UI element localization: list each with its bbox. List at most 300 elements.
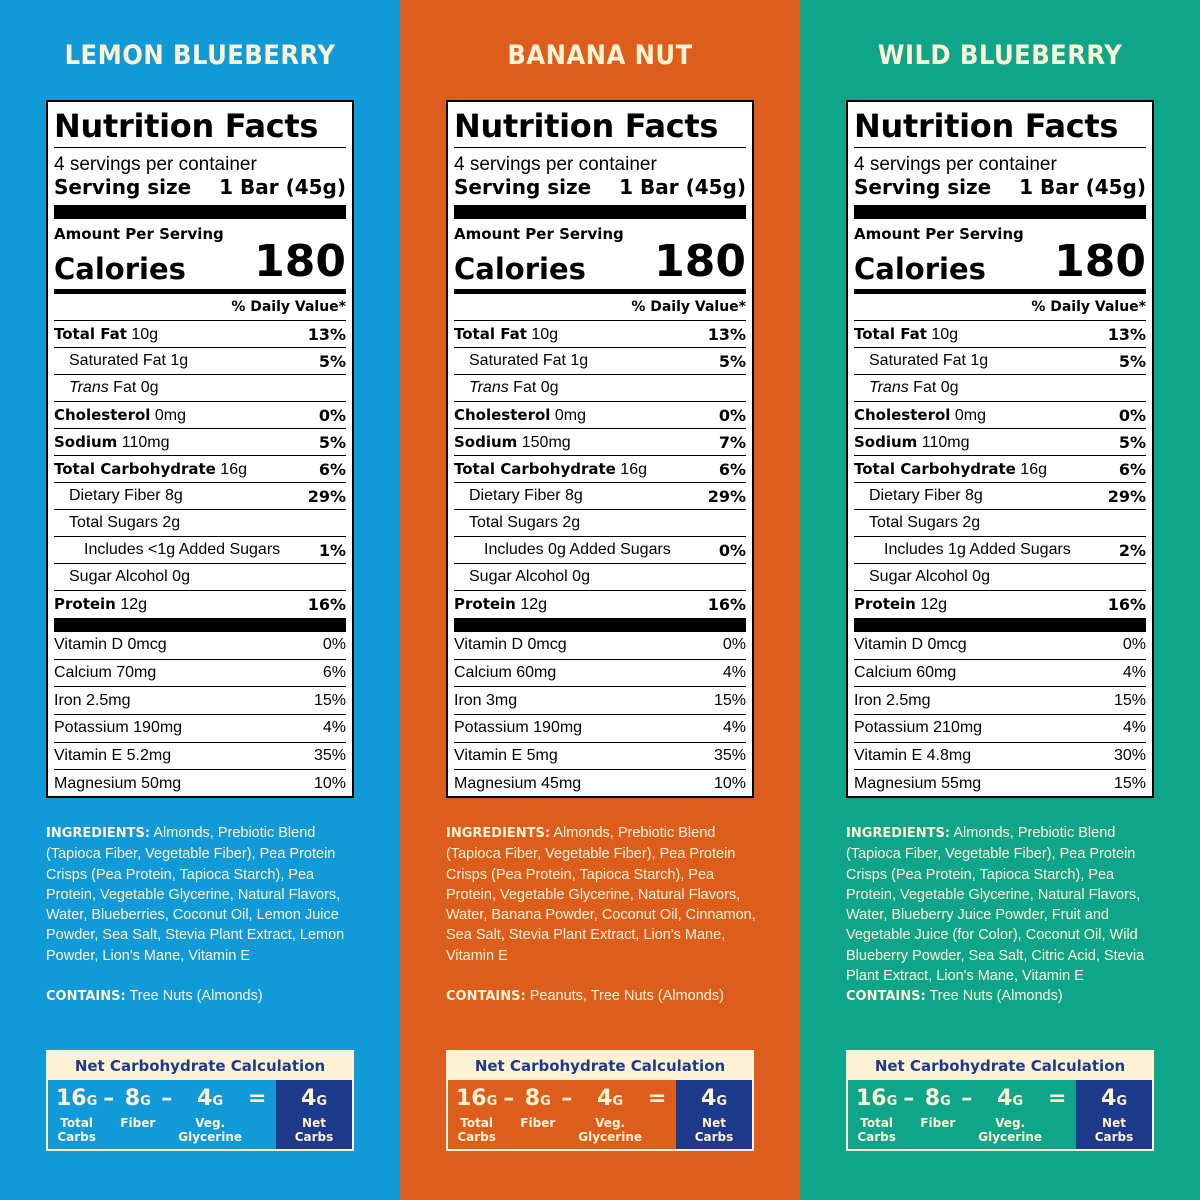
vitamin-name: Vitamin E 4.8mg	[854, 747, 972, 765]
daily-value-percent: 5%	[1118, 351, 1146, 371]
nutrient-label: Saturated Fat 1g	[69, 352, 189, 369]
ingredients-label: INGREDIENTS:	[46, 826, 151, 841]
vitamin-row	[54, 715, 346, 743]
calories-row	[54, 236, 346, 287]
contains-list: Tree Nuts (Almonds)	[929, 988, 1063, 1005]
calories-value: 180	[254, 236, 346, 287]
unit: G	[140, 1094, 151, 1109]
nutrient-label: Total Sugars 2g	[469, 514, 581, 531]
vitamin-name: Potassium 190mg	[54, 719, 183, 737]
serving-size-row	[54, 175, 346, 199]
nutrient-row	[454, 591, 746, 618]
daily-value-percent: 0%	[718, 405, 746, 425]
vitamin-row	[854, 743, 1146, 771]
vitamin-name: Vitamin E 5.2mg	[54, 747, 172, 765]
nutrient-row	[454, 375, 746, 402]
vitamin-name: Iron 2.5mg	[54, 691, 131, 709]
fiber-value: 8	[924, 1086, 941, 1111]
nutrient-name	[854, 379, 959, 397]
daily-value-percent: 5%	[1118, 432, 1146, 452]
unit: G	[940, 1094, 951, 1109]
vitamin-row	[54, 743, 346, 771]
divider-thick	[454, 205, 746, 219]
nutrient-name	[454, 460, 647, 479]
daily-value-percent: 29%	[307, 486, 346, 506]
nutrient-bold-label: Protein	[854, 595, 916, 613]
nutrient-row	[54, 510, 346, 537]
total-carbs-caption-2: Carbs	[857, 1130, 896, 1144]
nutrient-amount: 0mg	[554, 406, 587, 424]
contains-list: Peanuts, Tree Nuts (Almonds)	[529, 988, 724, 1005]
net-carbs-caption-1: Net	[302, 1116, 326, 1130]
daily-value-percent: 6%	[1118, 459, 1146, 479]
daily-value-percent: 6%	[318, 459, 346, 479]
glycerine-caption-2: Glycerine	[578, 1130, 643, 1144]
serving-size-row	[454, 175, 746, 199]
nutrition-facts-label	[846, 100, 1154, 798]
nutrient-bold-label: Cholesterol	[454, 405, 551, 424]
nutrient-name	[454, 541, 671, 559]
product-column-banana-nut	[400, 0, 800, 1200]
glycerine-value: 4	[197, 1086, 213, 1111]
nutrient-name	[454, 406, 586, 425]
vitamin-name: Calcium 60mg	[854, 664, 957, 682]
net-carbs-result	[276, 1080, 352, 1149]
vitamin-daily-value: 4%	[322, 719, 346, 737]
daily-value-header: % Daily Value*	[854, 294, 1146, 321]
vitamin-name: Iron 2.5mg	[854, 691, 931, 709]
amount-per-serving: Amount Per Serving	[54, 225, 224, 243]
nutrient-bold-label: Total Carbohydrate	[454, 459, 616, 478]
vitamin-name: Calcium 70mg	[54, 664, 157, 682]
net-carbs-value: 4	[701, 1086, 717, 1111]
total-carbs-term	[856, 1080, 897, 1144]
nutrition-facts-label	[446, 100, 754, 798]
nutrient-amount: 0mg	[154, 406, 187, 424]
serving-size-value: 1 Bar (45g)	[219, 175, 346, 199]
nutrient-row	[454, 510, 746, 537]
nutrient-row	[854, 348, 1146, 375]
nutrient-amount: 0mg	[954, 406, 987, 424]
nutrient-row	[854, 483, 1146, 510]
nutrient-name	[54, 325, 158, 344]
equals-sign: =	[1048, 1086, 1067, 1111]
glycerine-term	[178, 1080, 242, 1144]
vitamin-daily-value: 35%	[713, 747, 746, 765]
vitamin-daily-value: 15%	[713, 691, 746, 709]
total-carbs-value: 16	[56, 1086, 87, 1111]
nutrient-name	[54, 460, 247, 479]
vitamin-row	[454, 715, 746, 743]
daily-value-header: % Daily Value*	[454, 294, 746, 321]
amount-per-serving: Amount Per Serving	[854, 225, 1024, 243]
amount-per-serving: Amount Per Serving	[454, 225, 624, 243]
total-carbs-caption-1: Total	[460, 1116, 494, 1130]
nutrient-row	[854, 321, 1146, 348]
total-carbs-caption-1: Total	[860, 1116, 894, 1130]
nutrient-row	[854, 564, 1146, 591]
nutrient-row	[454, 537, 746, 564]
vitamin-row	[854, 632, 1146, 660]
daily-value-percent: 5%	[318, 432, 346, 452]
serving-size-value: 1 Bar (45g)	[619, 175, 746, 199]
vitamin-daily-value: 0%	[722, 636, 746, 654]
fiber-value: 8	[524, 1086, 541, 1111]
nutrient-row	[54, 321, 346, 348]
vitamin-row	[454, 660, 746, 688]
vitamin-daily-value: 15%	[1113, 775, 1146, 793]
vitamin-daily-value: 4%	[722, 719, 746, 737]
total-carbs-caption-2: Carbs	[57, 1130, 96, 1144]
contains-label: CONTAINS:	[846, 989, 926, 1005]
daily-value-percent: 1%	[318, 540, 346, 560]
contains-text	[846, 986, 1158, 1007]
calories-label: Calories	[54, 252, 186, 286]
vitamin-row	[454, 743, 746, 771]
vitamin-name: Iron 3mg	[454, 691, 518, 709]
ingredients-text	[446, 823, 758, 966]
nutrient-bold-label: Protein	[54, 595, 116, 613]
nutrient-row	[54, 537, 346, 564]
nutrient-bold-label: Total Carbohydrate	[54, 459, 216, 478]
fiber-value: 8	[124, 1086, 141, 1111]
nutrient-name	[854, 460, 1047, 479]
vitamin-name: Calcium 60mg	[454, 664, 557, 682]
divider-thick	[454, 618, 746, 632]
net-carbs-caption-2: Carbs	[694, 1130, 734, 1144]
fiber-term	[920, 1080, 955, 1130]
nutrient-amount: 16g	[620, 460, 647, 478]
calories-value: 180	[1054, 236, 1146, 287]
nutrient-row	[854, 375, 1146, 402]
net-carb-equation	[448, 1080, 676, 1149]
nutrient-name	[454, 514, 580, 532]
nutrient-bold-label: Sodium	[54, 432, 118, 451]
unit: G	[1012, 1094, 1024, 1109]
calories-label: Calories	[454, 252, 586, 286]
nutrient-row	[854, 402, 1146, 429]
glycerine-caption-2: Glycerine	[178, 1130, 243, 1144]
nutrient-name	[854, 514, 980, 532]
net-carb-calculation	[46, 1050, 354, 1151]
daily-value-percent: 0%	[718, 540, 746, 560]
divider	[854, 147, 1146, 148]
nutrient-row	[854, 429, 1146, 456]
daily-value-header: % Daily Value*	[54, 294, 346, 321]
net-carbs-caption-1: Net	[1102, 1116, 1126, 1130]
vitamin-name: Magnesium 50mg	[54, 775, 182, 793]
daily-value-percent: 0%	[318, 405, 346, 425]
nutrient-row	[454, 348, 746, 375]
net-carbs-result	[1076, 1080, 1152, 1149]
nutrient-name	[854, 595, 947, 614]
product-column-lemon-blueberry	[0, 0, 400, 1200]
vitamin-row	[54, 770, 346, 798]
equals-sign: =	[248, 1086, 267, 1111]
daily-value-percent: 29%	[707, 486, 746, 506]
nutrient-row	[454, 402, 746, 429]
glycerine-value: 4	[597, 1086, 613, 1111]
nutrient-label: Sugar Alcohol 0g	[869, 568, 990, 585]
vitamin-daily-value: 4%	[722, 664, 746, 682]
ingredients-text	[846, 823, 1158, 986]
vitamin-name: Potassium 190mg	[454, 719, 583, 737]
minus-sign: –	[961, 1086, 973, 1111]
ingredients-block	[46, 823, 358, 1007]
nutrient-label: Fat 0g	[513, 379, 559, 396]
unit: G	[212, 1094, 224, 1109]
calories-row	[854, 236, 1146, 287]
servings-per-container: 4 servings per container	[54, 154, 257, 175]
vitamin-daily-value: 10%	[713, 775, 746, 793]
nutrient-row	[854, 510, 1146, 537]
nutrient-amount: 16g	[220, 460, 247, 478]
ingredients-list: Almonds, Prebiotic Blend (Tapioca Fiber, Vegetable Fiber), Pea Protein Crisps (Pea Protein, Tapioca Starch), Pea Protein, Vegetable Glycerine, Natural Flavors, Water, Blueberries, Coconut Oil, Lemon Juice Powder, Sea Salt, Stevia Plant Extract, Lemon Powder, Lion's Mane, Vitamin E	[46, 825, 345, 964]
vitamin-name: Magnesium 45mg	[454, 775, 582, 793]
vitamin-daily-value: 10%	[313, 775, 346, 793]
nutrient-name	[54, 406, 186, 425]
ingredients-label: INGREDIENTS:	[446, 826, 551, 841]
daily-value-percent: 16%	[707, 595, 746, 614]
nutrient-name	[854, 325, 958, 344]
glycerine-caption-1: Veg.	[595, 1116, 626, 1130]
unit: G	[886, 1094, 898, 1109]
daily-value-percent: 13%	[1107, 324, 1146, 344]
daily-value-percent: 16%	[1107, 595, 1146, 614]
nutrient-list	[54, 321, 346, 618]
nutrient-row	[454, 429, 746, 456]
nutrient-name	[54, 379, 159, 397]
contains-text	[446, 986, 758, 1007]
vitamin-row	[454, 687, 746, 715]
divider	[454, 147, 746, 148]
calories-value: 180	[654, 236, 746, 287]
nutrition-facts-label	[46, 100, 354, 798]
vitamin-row	[54, 632, 346, 660]
net-carbs-value: 4	[1101, 1086, 1117, 1111]
nutrient-list	[854, 321, 1146, 618]
nutrient-label: Sugar Alcohol 0g	[69, 568, 190, 585]
nutrient-name	[854, 433, 969, 452]
net-carb-body	[448, 1080, 752, 1149]
nutrient-label: Dietary Fiber 8g	[869, 487, 983, 504]
vitamin-name: Magnesium 55mg	[854, 775, 982, 793]
nutrient-label: Fat 0g	[913, 379, 959, 396]
nutrient-name	[454, 568, 590, 586]
nutrient-label: Saturated Fat 1g	[469, 352, 589, 369]
ingredients-block	[446, 823, 758, 1007]
vitamin-row	[454, 632, 746, 660]
nutrient-bold-label: Cholesterol	[54, 405, 151, 424]
unit: G	[86, 1094, 98, 1109]
net-carb-body	[848, 1080, 1152, 1149]
net-carb-title: Net Carbohydrate Calculation	[48, 1052, 352, 1080]
vitamin-list	[54, 632, 346, 798]
vitamin-row	[854, 715, 1146, 743]
ingredients-list: Almonds, Prebiotic Blend (Tapioca Fiber, Vegetable Fiber), Pea Protein Crisps (Pea Protein, Tapioca Starch), Pea Protein, Vegetable Glycerine, Natural Flavors, Water, Blueberry Juice Powder, Fruit and Vegetable Juice (for Color), Coconut Oil, Wild Blueberry Powder, Sea Salt, Citric Acid, Stevia Plant Extract, Lion's Mane, Vitamin E	[846, 825, 1145, 985]
nutrient-bold-label: Sodium	[454, 432, 518, 451]
nutrient-label: Includes <1g Added Sugars	[84, 541, 281, 558]
nutrient-row	[54, 591, 346, 618]
product-title: BANANA NUT	[507, 40, 693, 71]
nutrient-bold-label: Total Fat	[54, 324, 127, 343]
net-carbs-caption-2: Carbs	[1094, 1130, 1134, 1144]
unit: G	[1116, 1094, 1127, 1109]
unit: G	[486, 1094, 498, 1109]
nutrient-label: Includes 1g Added Sugars	[884, 541, 1071, 558]
divider-thick	[54, 205, 346, 219]
nutrient-bold-label: Total Carbohydrate	[854, 459, 1016, 478]
calories-label: Calories	[854, 252, 986, 286]
vitamin-daily-value: 30%	[1113, 747, 1146, 765]
nutrient-italic-label: Trans	[69, 379, 109, 396]
nutrient-row	[454, 483, 746, 510]
nutrient-row	[54, 456, 346, 483]
nutrient-name	[454, 433, 571, 452]
nutrition-facts-heading: Nutrition Facts	[54, 107, 319, 145]
nutrient-name	[54, 433, 169, 452]
vitamin-row	[54, 660, 346, 688]
serving-size-label: Serving size	[54, 175, 192, 199]
daily-value-percent: 29%	[1107, 486, 1146, 506]
servings-per-container: 4 servings per container	[854, 154, 1057, 175]
daily-value-percent: 5%	[318, 351, 346, 371]
equals-sign: =	[648, 1086, 667, 1111]
nutrient-bold-label: Protein	[454, 595, 516, 613]
daily-value-percent: 7%	[718, 432, 746, 452]
nutrient-name	[454, 379, 559, 397]
minus-sign: –	[903, 1086, 915, 1111]
total-carbs-value: 16	[456, 1086, 487, 1111]
nutrient-label: Fat 0g	[113, 379, 159, 396]
nutrient-label: Dietary Fiber 8g	[469, 487, 583, 504]
vitamin-name: Vitamin D 0mcg	[54, 636, 167, 654]
vitamin-name: Vitamin D 0mcg	[454, 636, 567, 654]
fiber-term	[520, 1080, 555, 1130]
serving-size-value: 1 Bar (45g)	[1019, 175, 1146, 199]
unit: G	[316, 1094, 327, 1109]
vitamin-daily-value: 6%	[322, 664, 346, 682]
product-title: WILD BLUEBERRY	[877, 40, 1123, 71]
nutrient-name	[454, 352, 588, 370]
vitamin-list	[854, 632, 1146, 798]
nutrient-italic-label: Trans	[869, 379, 909, 396]
nutrient-amount: 12g	[520, 596, 548, 613]
contains-text	[46, 986, 358, 1007]
fiber-caption: Fiber	[520, 1116, 556, 1130]
vitamin-name: Potassium 210mg	[854, 719, 983, 737]
nutrient-row	[54, 402, 346, 429]
nutrient-name	[454, 487, 583, 505]
product-title: LEMON BLUEBERRY	[64, 40, 336, 71]
nutrient-bold-label: Cholesterol	[854, 405, 951, 424]
daily-value-percent: 13%	[307, 324, 346, 344]
fiber-caption: Fiber	[120, 1116, 156, 1130]
glycerine-term	[578, 1080, 642, 1144]
nutrient-label: Total Sugars 2g	[69, 514, 181, 531]
daily-value-percent: 2%	[1118, 540, 1146, 560]
nutrient-row	[54, 483, 346, 510]
net-carb-title: Net Carbohydrate Calculation	[448, 1052, 752, 1080]
fiber-term	[120, 1080, 155, 1130]
vitamin-row	[454, 770, 746, 798]
nutrient-amount: 10g	[131, 325, 159, 343]
daily-value-percent: 13%	[707, 324, 746, 344]
serving-size-label: Serving size	[854, 175, 992, 199]
net-carbs-caption-2: Carbs	[294, 1130, 334, 1144]
unit: G	[716, 1094, 727, 1109]
total-carbs-term	[56, 1080, 97, 1144]
servings-per-container: 4 servings per container	[454, 154, 657, 175]
nutrient-amount: 110mg	[921, 433, 970, 451]
nutrient-name	[854, 541, 1071, 559]
nutrient-label: Includes 0g Added Sugars	[484, 541, 671, 558]
glycerine-term	[978, 1080, 1042, 1144]
minus-sign: –	[103, 1086, 115, 1111]
nutrient-row	[54, 375, 346, 402]
nutrient-amount: 110mg	[121, 433, 170, 451]
nutrient-amount: 12g	[920, 596, 948, 613]
vitamin-daily-value: 0%	[1122, 636, 1146, 654]
total-carbs-caption-1: Total	[60, 1116, 94, 1130]
vitamin-row	[854, 770, 1146, 798]
product-column-wild-blueberry	[800, 0, 1200, 1200]
net-carb-body	[48, 1080, 352, 1149]
vitamin-name: Vitamin D 0mcg	[854, 636, 967, 654]
nutrient-label: Dietary Fiber 8g	[69, 487, 183, 504]
contains-label: CONTAINS:	[46, 989, 126, 1005]
nutrient-list	[454, 321, 746, 618]
ingredients-block	[846, 823, 1158, 1008]
daily-value-percent: 0%	[1118, 405, 1146, 425]
vitamin-row	[854, 660, 1146, 688]
nutrient-name	[54, 595, 147, 614]
nutrient-label: Saturated Fat 1g	[869, 352, 989, 369]
ingredients-list: Almonds, Prebiotic Blend (Tapioca Fiber, Vegetable Fiber), Pea Protein Crisps (Pea Protein, Tapioca Starch), Pea Protein, Vegetable Glycerine, Natural Flavors, Water, Banana Powder, Coconut Oil, Cinnamon, Sea Salt, Stevia Plant Extract, Lion's Mane, Vitamin E	[446, 825, 756, 964]
calories-row	[454, 236, 746, 287]
daily-value-percent: 16%	[307, 595, 346, 614]
nutrient-italic-label: Trans	[469, 379, 509, 396]
nutrient-name	[854, 568, 990, 586]
nutrient-amount: 12g	[120, 596, 148, 613]
nutrient-amount: 10g	[931, 325, 959, 343]
vitamin-row	[854, 687, 1146, 715]
glycerine-caption-1: Veg.	[195, 1116, 226, 1130]
nutrient-name	[54, 352, 188, 370]
total-carbs-caption-2: Carbs	[457, 1130, 496, 1144]
glycerine-caption-1: Veg.	[995, 1116, 1026, 1130]
vitamin-daily-value: 0%	[322, 636, 346, 654]
divider-thick	[54, 618, 346, 632]
fiber-caption: Fiber	[920, 1116, 956, 1130]
unit: G	[540, 1094, 551, 1109]
nutrient-row	[454, 564, 746, 591]
vitamin-daily-value: 4%	[1122, 664, 1146, 682]
nutrient-name	[54, 568, 190, 586]
nutrient-name	[454, 595, 547, 614]
contains-list: Tree Nuts (Almonds)	[129, 988, 263, 1005]
net-carb-equation	[848, 1080, 1076, 1149]
vitamin-daily-value: 15%	[313, 691, 346, 709]
nutrient-name	[54, 541, 280, 559]
serving-size-row	[854, 175, 1146, 199]
vitamin-daily-value: 35%	[313, 747, 346, 765]
nutrient-name	[854, 487, 983, 505]
daily-value-percent: 6%	[718, 459, 746, 479]
glycerine-caption-2: Glycerine	[978, 1130, 1043, 1144]
net-carb-calculation	[846, 1050, 1154, 1151]
contains-label: CONTAINS:	[446, 989, 526, 1005]
